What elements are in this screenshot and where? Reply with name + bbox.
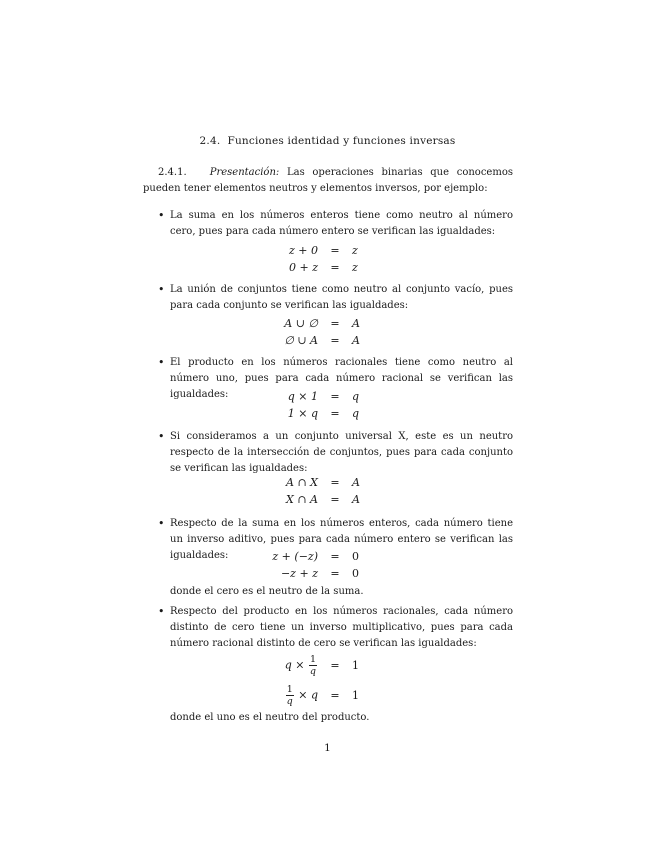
eq-lhs-post: × q <box>298 688 318 701</box>
eq-lhs: 1 × q <box>287 407 318 420</box>
list-item <box>143 282 513 314</box>
eq-sign: = <box>330 407 340 420</box>
item-text: La suma en los números enteros tiene como neutro al número cero, pues para cada número entero se verifican las igualdades: <box>170 210 513 237</box>
eq-rhs: q <box>352 407 360 420</box>
equation-row <box>0 650 655 680</box>
bullet-icon: • <box>158 605 165 618</box>
equation-row <box>0 548 655 565</box>
eq-sign: = <box>330 390 340 403</box>
eq-lhs: A ∩ X <box>286 476 318 489</box>
subsection-heading: Presentación: <box>209 167 280 178</box>
eq-rhs: 0 <box>352 550 359 563</box>
eq-sign: = <box>330 550 340 563</box>
eq-lhs: 0 + z <box>288 261 318 274</box>
subsection-text: Las operaciones binarias que conocemos pueden tener elementos neutros y elementos inversos, por ejemplo: <box>143 167 513 194</box>
section-title-text: Funciones identidad y funciones inversas <box>227 135 456 147</box>
bullet-icon: • <box>158 517 165 530</box>
eq-sign: = <box>330 317 340 330</box>
item-text: Respecto del producto en los números racionales, cada número distinto de cero tiene un inverso multiplicativo, pues para cada número racional distinto de cero se verifican las igualdades: <box>170 606 513 649</box>
equation-block <box>0 474 655 508</box>
eq-rhs: A <box>352 493 360 506</box>
item-note: donde el uno es el neutro del producto. <box>170 712 370 723</box>
eq-sign: = <box>330 476 340 489</box>
bullet-icon: • <box>158 430 165 443</box>
subsection-number: 2.4.1. <box>158 167 187 178</box>
item-text: El producto en los números racionales tiene como neutro al número uno, pues para cada número racional se verifican las igualdades: <box>170 357 513 400</box>
subsection-intro <box>143 165 513 197</box>
section-number: 2.4. <box>199 135 221 147</box>
page-number: 1 <box>324 742 331 754</box>
item-text: Respecto de la suma en los números enteros, cada número tiene un inverso aditivo, pues para cada número entero se verifican las igualdades: <box>170 518 513 561</box>
frac-denominator: q <box>286 695 293 707</box>
eq-rhs: A <box>352 317 360 330</box>
equation-block <box>0 315 655 349</box>
eq-rhs: A <box>352 476 360 489</box>
fraction <box>309 654 317 677</box>
eq-sign: = <box>330 244 340 257</box>
equation-row <box>0 474 655 491</box>
eq-sign: = <box>330 493 340 506</box>
frac-numerator: 1 <box>286 683 293 695</box>
equation-row <box>0 680 655 710</box>
equation-row <box>0 388 655 405</box>
eq-lhs: ∅ ∪ A <box>284 334 318 347</box>
eq-rhs: 1 <box>352 688 359 702</box>
equation-row <box>0 315 655 332</box>
eq-lhs: −z + z <box>280 567 318 580</box>
equation-row <box>0 332 655 349</box>
eq-lhs <box>0 654 318 677</box>
eq-lhs: q × 1 <box>287 390 318 403</box>
item-text: La unión de conjuntos tiene como neutro al conjunto vacío, pues para cada conjunto se verifican las igualdades: <box>170 284 513 311</box>
equation-block <box>0 388 655 422</box>
equation-row <box>0 565 655 582</box>
bullet-icon: • <box>158 283 165 296</box>
bullet-icon: • <box>158 356 165 369</box>
equation-block <box>0 548 655 582</box>
eq-sign: = <box>330 658 340 672</box>
eq-rhs: q <box>352 390 360 403</box>
item-note: donde el cero es el neutro de la suma. <box>170 586 364 597</box>
eq-lhs: z + (−z) <box>272 550 318 563</box>
eq-lhs: A ∪ ∅ <box>284 317 318 330</box>
eq-lhs <box>0 684 318 707</box>
eq-sign: = <box>330 567 340 580</box>
section-title <box>0 135 655 147</box>
eq-sign: = <box>330 334 340 347</box>
list-item <box>143 208 513 240</box>
item-text: Si consideramos a un conjunto universal X, este es un neutro respecto de la intersección de conjuntos, pues para cada conjunto se verifican las igualdades: <box>170 431 513 474</box>
eq-rhs: 0 <box>352 567 359 580</box>
list-item <box>143 429 513 477</box>
fraction <box>286 684 294 707</box>
eq-rhs: 1 <box>352 658 359 672</box>
bullet-icon: • <box>158 209 165 222</box>
eq-sign: = <box>330 261 340 274</box>
frac-numerator: 1 <box>309 653 316 665</box>
equation-row <box>0 491 655 508</box>
eq-sign: = <box>330 688 340 702</box>
equation-row <box>0 242 655 259</box>
list-item <box>143 604 513 652</box>
equation-row <box>0 405 655 422</box>
equation-block <box>0 242 655 276</box>
eq-rhs: z <box>352 244 358 257</box>
frac-denominator: q <box>309 665 317 677</box>
eq-lhs: z + 0 <box>288 244 318 257</box>
eq-rhs: A <box>352 334 360 347</box>
equation-block <box>0 650 655 710</box>
equation-row <box>0 259 655 276</box>
eq-lhs-pre: q × <box>284 658 305 671</box>
eq-lhs: X ∩ A <box>286 493 318 506</box>
eq-rhs: z <box>352 261 358 274</box>
